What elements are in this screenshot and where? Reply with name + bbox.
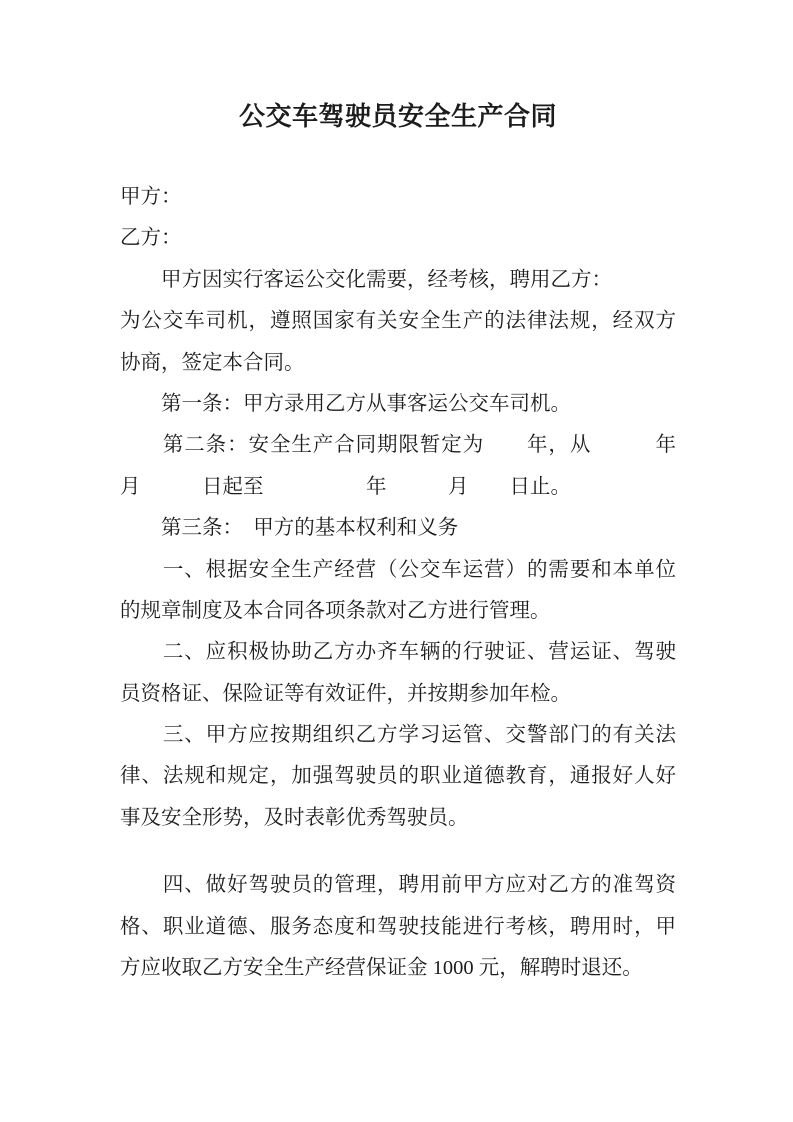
text-line: 四、做好驾驶员的管理，聘用前甲方应对乙方的准驾资 [120,874,676,897]
text-line: 第三条： 甲方的基本权利和义务 [120,517,459,540]
text-line: 第二条：安全生产合同期限暂定为 年，从 年 [120,434,676,457]
text-line: 一、根据安全生产经营（公交车运营）的需要和本单位 [120,558,676,581]
text-line: 甲方因实行客运公交化需要，经考核，聘用乙方： [120,268,612,291]
text-line: 方应收取乙方安全生产经营保证金 1000 元，解聘时退还。 [120,957,643,980]
text-line: 乙方： [120,227,182,250]
document-title: 公交车驾驶员安全生产合同 [238,102,557,131]
text-line: 为公交车司机，遵照国家有关安全生产的法律法规，经双方 [120,310,676,333]
blank-line [120,839,676,865]
text-line: 三、甲方应按期组织乙方学习运管、交警部门的有关法 [120,724,676,747]
text-line: 协商，签定本合同。 [120,351,305,374]
text-line: 第一条：甲方录用乙方从事客运公交车司机。 [120,392,571,415]
text-line: 格、职业道德、服务态度和驾驶技能进行考核，聘用时，甲 [120,915,676,938]
text-line: 的规章制度及本合同各项条款对乙方进行管理。 [120,599,551,622]
text-line: 甲方： [120,186,182,208]
text-line: 事及安全形势，及时表彰优秀驾驶员。 [120,806,469,829]
text-line: 员资格证、保险证等有效证件，并按期参加年检。 [120,682,571,705]
text-line: 律、法规和规定，加强驾驶员的职业道德教育，通报好人好 [120,765,676,788]
text-line: 二、应积极协助乙方办齐车辆的行驶证、营运证、驾驶 [120,641,676,664]
document-body [120,177,676,989]
text-line: 月 日起至 年 月 日止。 [120,475,571,498]
